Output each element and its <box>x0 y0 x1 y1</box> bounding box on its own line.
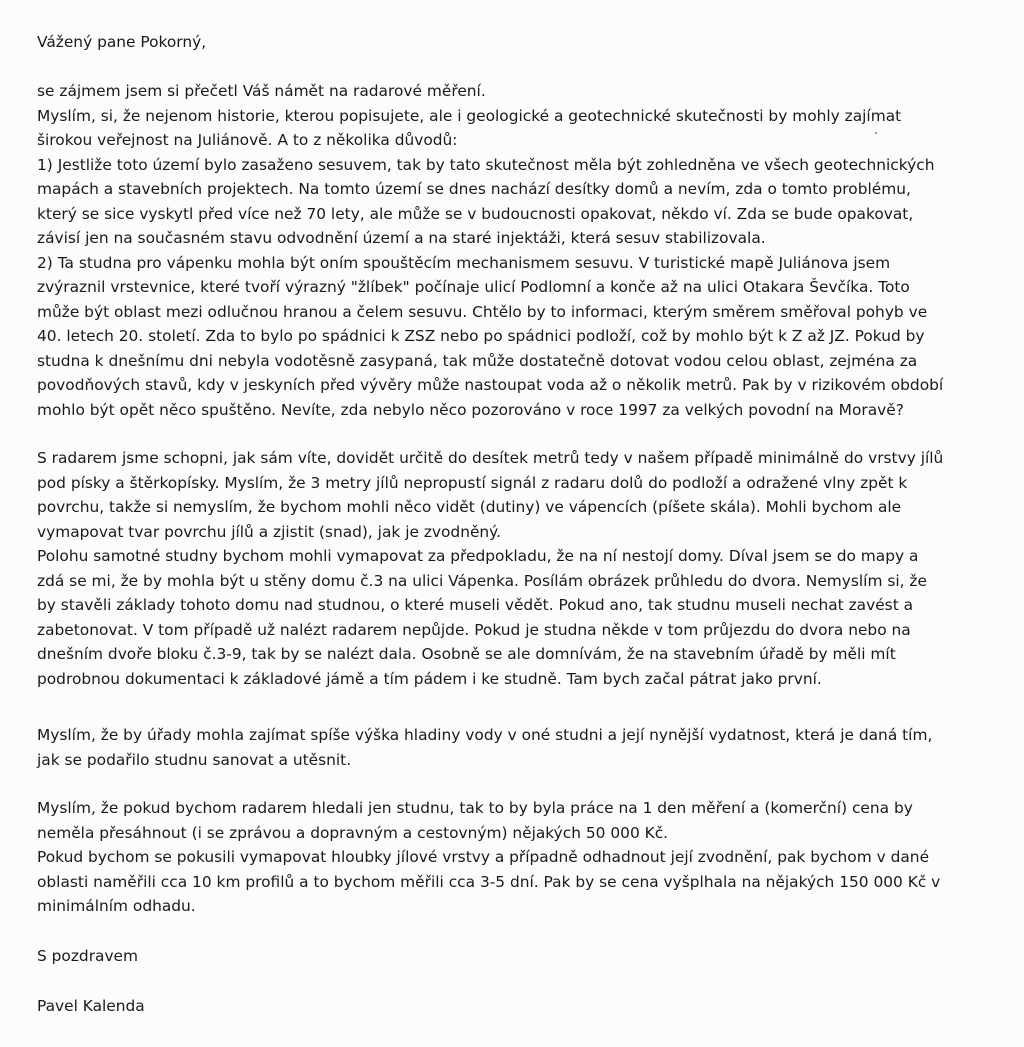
closing: S pozdravem <box>37 947 139 965</box>
text-line: S radarem jsme schopni, jak sám víte, dovidět určitě do desítek metrů tedy v našem případě minimálně do vrstvy jílů <box>37 449 944 467</box>
text-line: Myslím, si, že nejenom historie, kterou popisujete, ale i geologické a geotechnické skutečnosti by mohly zajímat <box>37 106 902 125</box>
text-line: 2) Ta studna pro vápenku mohla být oním spouštěcím mechanismem sesuvu. V turistické mapě Juliánova jsem <box>37 253 891 272</box>
text-line: vymapovat tvar povrchu jílů a zjistit (snad), jak je zvodněný. <box>37 522 501 541</box>
salutation: Vážený pane Pokorný, <box>37 33 207 51</box>
text-line: závisí jen na současném stavu odvodnění území a na staré injektáži, která sesuv stabilizovala. <box>37 229 766 247</box>
text-line: širokou veřejnost na Juliánově. A to z několika důvodů: <box>37 131 458 149</box>
text-line: 1) Jestliže toto území bylo zasaženo sesuvem, tak by tato skutečnost měla být zohledněna ve všech geotechnických <box>37 155 935 174</box>
text-line: mapách a stavebních projektech. Na tomto území se dnes nachází desítky domů a nevím, zda o tomto problému, <box>37 180 911 198</box>
text-line: studna k dnešnímu dni nebyla vodotěsně zasypaná, tak může dostatečně dotovat vodou celou oblast, zejména za <box>37 351 918 370</box>
paragraph-4 <box>37 796 1007 919</box>
text-line: neměla přesáhnout (i se zprávou a dopravným a cestovným) nějakých 50 000 Kč. <box>37 823 669 842</box>
text-line: pod písky a štěrkopísky. Myslím, že 3 metry jílů nepropustí signál z radaru dolů do podloží a odražené vlny zpět k <box>37 473 908 492</box>
signature: Pavel Kalenda <box>37 997 145 1015</box>
text-line: jak se podařilo studnu sanovat a utěsnit. <box>37 750 352 769</box>
text-line: dnešním dvoře bloku č.3-9, tak by se nalézt dala. Osobně se ale domnívám, že na stavebním úřadě by měli mít <box>37 645 896 663</box>
text-line: Myslím, že pokud bychom radarem hledali jen studnu, tak to by byla práce na 1 den měření a (komerční) cena by <box>37 799 913 817</box>
paragraph-1 <box>37 79 1007 422</box>
paragraph-2 <box>37 446 1007 691</box>
scan-speck <box>875 132 877 134</box>
text-line: povodňových stavů, kdy v jeskyních před vývěry může nastoupat voda až o několik metrů. Pak by v rizikovém období <box>37 376 944 394</box>
text-line: Pokud bychom se pokusili vymapovat hloubky jílové vrstvy a případně odhadnout její zvodnění, pak bychom v dané <box>37 848 930 866</box>
text-line: zabetonovat. V tom případě už nalézt radarem nepůjde. Pokud je studna někde v tom průjezdu do dvora nebo na <box>37 620 911 639</box>
text-line: mohlo být opět něco spuštěno. Nevíte, zda nebylo něco pozorováno v roce 1997 za velkých povodní na Moravě? <box>37 400 904 419</box>
text-line: podrobnou dokumentaci k základové jámě a tím pádem i ke studně. Tam bych začal pátrat jako první. <box>37 669 822 688</box>
text-line: se zájmem jsem si přečetl Váš námět na radarové měření. <box>37 82 486 100</box>
text-line: Myslím, že by úřady mohla zajímat spíše výška hladiny vody v oné studni a její nynější vydatnost, která je daná tím, <box>37 726 933 744</box>
text-line: oblasti naměřili cca 10 km profilů a to bychom měřili cca 3-5 dní. Pak by se cena vyšplhala na nějakých 150 000 Kč v <box>37 872 941 891</box>
text-line: 40. letech 20. století. Zda to bylo po spádnici k ZSZ nebo po spádnici podloží, což by mohlo být k Z až JZ. Pokud by <box>37 327 925 345</box>
paragraph-3 <box>37 723 1007 772</box>
text-line: může být oblast mezi odlučnou hranou a čelem sesuvu. Chtělo by to informaci, kterým směrem směřoval pohyb ve <box>37 302 928 321</box>
text-line: který se sice vyskytl před více než 70 lety, ale může se v budoucnosti opakovat, někdo ví. Zda se bude opakovat, <box>37 204 914 223</box>
text-line: zvýraznil vrstevnice, které tvoří výrazný "žlíbek" počínaje ulicí Podlomní a konče až na ulici Otakara Ševčíka. Toto <box>37 278 910 296</box>
text-line: zdá se mi, že by mohla být u stěny domu č.3 na ulici Vápenka. Posílám obrázek průhledu do dvora. Nemyslím si, že <box>37 571 927 590</box>
text-line: povrchu, takže si nemyslím, že bychom mohli něco vidět (dutiny) ve vápencích (píšete skála). Mohli bychom ale <box>37 498 902 516</box>
text-line: Polohu samotné studny bychom mohli vymapovat za předpokladu, že na ní nestojí domy. Díval jsem se do mapy a <box>37 547 919 565</box>
text-line: minimálním odhadu. <box>37 897 196 915</box>
text-line: by stavěli základy tohoto domu nad studnou, o které museli vědět. Pokud ano, tak studnu museli nechat zavést a <box>37 596 914 614</box>
